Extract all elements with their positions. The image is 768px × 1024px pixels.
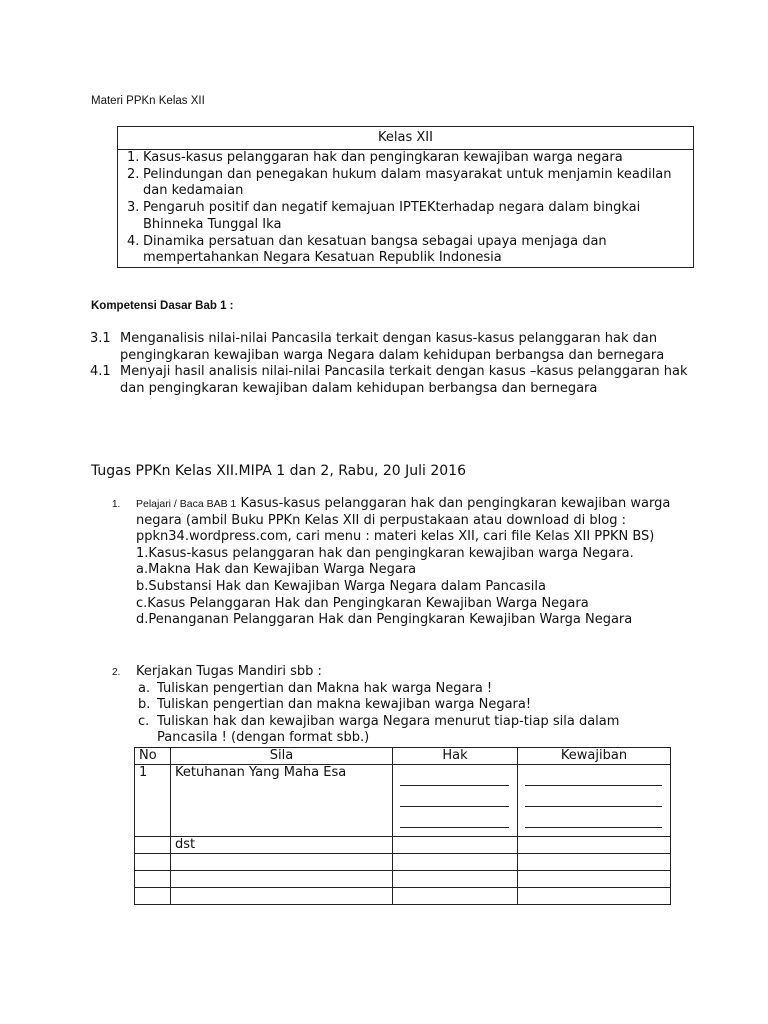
table-row: [135, 871, 671, 888]
blank-line: [400, 807, 509, 828]
col-header-hak: Hak: [393, 748, 518, 765]
cell-hak: [393, 765, 518, 837]
col-header-sila: Sila: [171, 748, 393, 765]
page-title: Materi PPKn Kelas XII: [91, 95, 205, 107]
cell-kewajiban: [518, 765, 671, 837]
task-1: [112, 496, 672, 629]
task-line: b.Substansi Hak dan Kewajiban Warga Negara dalam Pancasila: [136, 578, 546, 594]
task-number: 2.: [112, 667, 121, 678]
list-text: Kasus-kasus pelanggaran hak dan pengingkaran kewajiban warga negara: [143, 150, 623, 165]
format-table: [134, 747, 671, 905]
tugas-heading: Tugas PPKn Kelas XII.MIPA 1 dan 2, Rabu, 20 Juli 2016: [91, 463, 467, 479]
cell-sila: Ketuhanan Yang Maha Esa: [171, 765, 393, 837]
list-letter: c.: [138, 713, 150, 729]
list-letter: b.: [138, 697, 151, 713]
list-number: 3.: [127, 200, 140, 216]
list-text: Dinamika persatuan dan kesatuan bangsa sebagai upaya menjaga dan mempertahankan Negara Kesatuan Republik Indonesia: [143, 233, 607, 266]
list-item: [136, 697, 672, 714]
kd-text: Menganalisis nilai-nilai Pancasila terkait dengan kasus-kasus pelanggaran hak dan pengingkaran kewajiban warga Negara dalam kehidupan berbangsa dan bernegara: [120, 331, 665, 363]
list-item: [136, 681, 672, 698]
list-item: [118, 200, 693, 233]
task-text: Kasus-kasus pelanggaran hak dan pengingkaran kewajiban warga negara (ambil Buku PPKn Kelas XII di perpustakaan atau download di blog : ppkn34.wordpress.com, cari menu : materi kelas XII, cari file Kelas XII PPKN BS): [136, 496, 671, 545]
kelas-table: [117, 126, 694, 268]
blank-line: [525, 765, 662, 786]
kd-number: 4.1: [90, 364, 111, 380]
cell-sila: dst: [171, 837, 393, 854]
kelas-list: [118, 150, 693, 267]
kd-item: [90, 331, 690, 364]
task-line: d.Penanganan Pelanggaran Hak dan Pengingkaran Kewajiban Warga Negara: [136, 612, 633, 628]
table-row: [135, 837, 671, 854]
task-line: c.Kasus Pelanggaran Hak dan Pengingkaran Kewajiban Warga Negara: [136, 595, 589, 611]
list-item: [118, 167, 693, 200]
cell-no: 1: [135, 765, 171, 837]
blank-line: [525, 786, 662, 807]
blank-line: [400, 765, 509, 786]
list-number: 2.: [127, 166, 140, 182]
list-item: [118, 234, 693, 267]
cell-hak: [393, 837, 518, 854]
list-text: Tuliskan pengertian dan Makna hak warga Negara !: [157, 680, 493, 696]
col-header-kewajiban: Kewajiban: [518, 748, 671, 765]
table-header-row: [135, 748, 671, 765]
task-number: 1.: [112, 499, 121, 510]
list-number: 1.: [127, 150, 140, 165]
blank-line: [525, 807, 662, 828]
kd-item: [90, 364, 690, 397]
kelas-heading: Kelas XII: [118, 127, 693, 150]
cell-no: [135, 837, 171, 854]
task-body: [136, 496, 672, 629]
table-row: [135, 888, 671, 905]
list-number: 4.: [127, 233, 140, 249]
blank-line: [400, 786, 509, 807]
table-row: [135, 765, 671, 837]
kd-list: [90, 331, 690, 397]
list-text: Pengaruh positif dan negatif kemajuan IPTEKterhadap negara dalam bingkai Bhinneka Tunggal Ika: [143, 200, 641, 232]
table-row: [135, 854, 671, 871]
task-line: a.Makna Hak dan Kewajiban Warga Negara: [136, 562, 417, 578]
task-body: [136, 664, 672, 747]
list-item: [136, 714, 672, 747]
task-text: Kerjakan Tugas Mandiri sbb :: [136, 664, 322, 679]
list-item: [118, 150, 693, 167]
task-2: [112, 664, 672, 747]
list-text: Tuliskan hak dan kewajiban warga Negara menurut tiap-tiap sila dalam Pancasila ! (dengan format sbb.): [157, 713, 620, 746]
list-text: Tuliskan pengertian dan makna kewajiban warga Negara!: [157, 697, 532, 713]
cell-kewajiban: [518, 837, 671, 854]
kd-title: Kompetensi Dasar Bab 1 :: [91, 300, 234, 312]
col-header-no: No: [135, 748, 171, 765]
kd-number: 3.1: [90, 331, 111, 346]
kd-text: Menyaji hasil analisis nilai-nilai Pancasila terkait dengan kasus –kasus pelanggaran hak dan pengingkaran kewajiban dalam kehidupan berbangsa dan bernegara: [120, 364, 688, 396]
list-text: Pelindungan dan penegakan hukum dalam masyarakat untuk menjamin keadilan dan kedamaian: [143, 166, 672, 199]
list-letter: a.: [138, 680, 151, 696]
sub-list: [136, 681, 672, 747]
task-lead: Pelajari / Baca BAB 1: [136, 498, 237, 510]
task-line: 1.Kasus-kasus pelanggaran hak dan pengingkaran kewajiban warga Negara.: [136, 545, 634, 561]
